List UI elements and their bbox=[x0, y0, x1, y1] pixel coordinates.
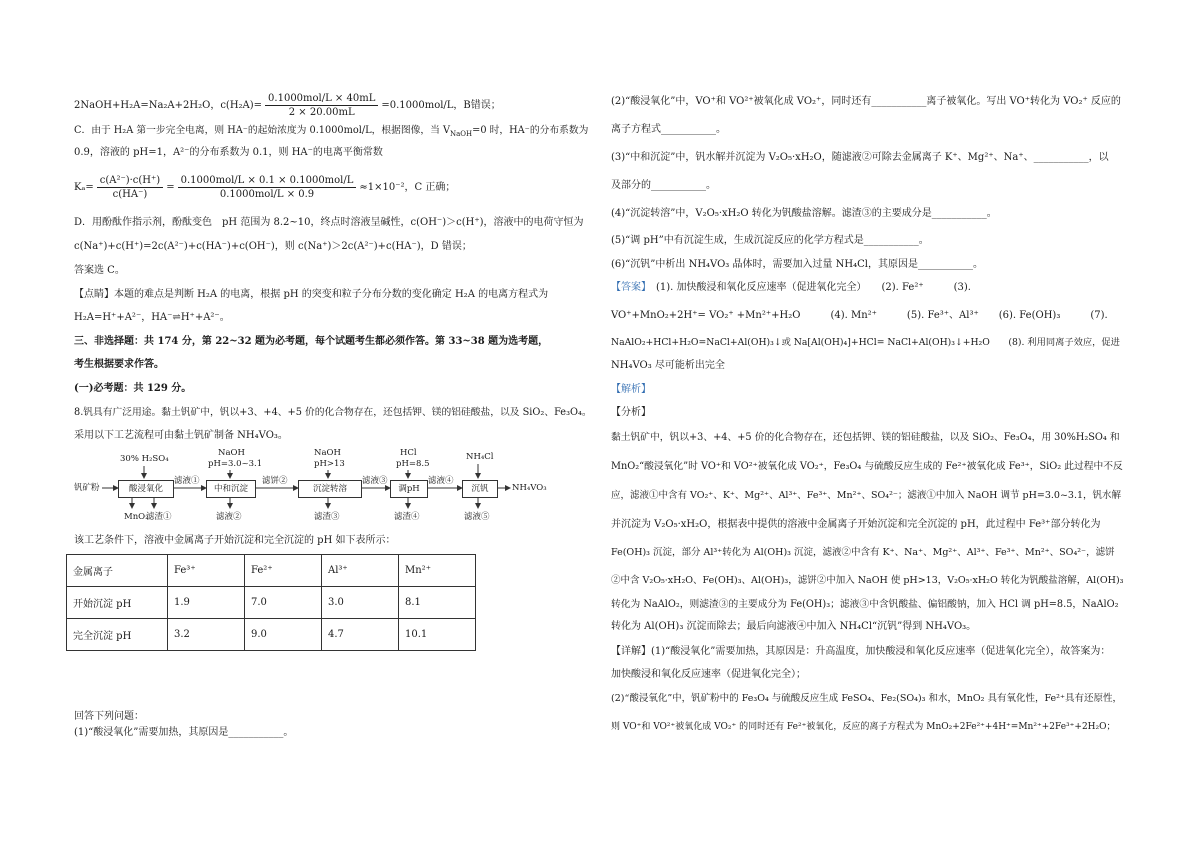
paragraph-line: 0.9，溶液的 pH=1，A²⁻的分布系数为 0.1，则 HA⁻的电离平衡常数 bbox=[74, 147, 383, 158]
table-header-row bbox=[67, 555, 476, 587]
paragraph-line: MnO₂“酸浸氧化”时 VO⁺和 VO²⁺被氧化成 VO₂⁺，Fe₃O₄ 与硫酸反应生成的 Fe²⁺被氧化成 Fe³⁺，SiO₂ 此过程中不反 bbox=[611, 461, 1123, 472]
ka-equation: Kₐ= $\frac{\text{c(A²⁻)·c(H⁺)}}{c(HA^-)}$ = $\frac{\text{0.1000mol/L × 0.1 × 0.1000mol/L}}{\text{0.1000mol/L × 0.9}}$ ≈1×10⁻²，C 正确； bbox=[74, 175, 456, 200]
flow-reagent: HCl bbox=[400, 448, 417, 458]
paragraph-line: (2)“酸浸氧化”中，钒矿粉中的 Fe₃O₄ 与硫酸反应生成 FeSO₄、Fe₂(SO₄)₃ 和水，MnO₂ 具有氧化性，Fe²⁺具有还原性， bbox=[611, 693, 1122, 704]
flow-stream-label: 滤液③ bbox=[362, 476, 388, 486]
flow-stream-label: 滤液④ bbox=[428, 476, 454, 486]
paragraph-line: NaAlO₂+HCl+H₂O=NaCl+Al(OH)₃↓或 Na[Al(OH)₄]+HCl= NaCl+Al(OH)₃↓+H₂O (8). 利用同离子效应，促进 bbox=[611, 337, 1120, 348]
text-segment: =0 时，HA⁻的分布系数为 bbox=[472, 125, 589, 136]
table-cell: 1.9 bbox=[168, 587, 245, 619]
flow-reagent: NaOH bbox=[314, 448, 341, 458]
table-cell: Fe²⁺ bbox=[245, 555, 322, 587]
flow-waste-label: 滤液⑤ bbox=[464, 512, 490, 522]
fraction bbox=[265, 92, 378, 119]
process-flowchart bbox=[74, 448, 596, 528]
paragraph-line: ②中含 V₂O₅·xH₂O、Fe(OH)₃、Al(OH)₃，滤饼②中加入 NaOH 使 pH>13，V₂O₅·xH₂O 转化为钒酸盐溶解，Al(OH)₃ bbox=[611, 575, 1124, 586]
table-cell: Fe³⁺ bbox=[168, 555, 245, 587]
table-cell: 7.0 bbox=[245, 587, 322, 619]
table-cell: 开始沉淀 pH bbox=[67, 587, 168, 619]
table-row bbox=[67, 587, 476, 619]
ph-table bbox=[66, 554, 476, 651]
paragraph-line: Fe(OH)₃ 沉淀，部分 Al³⁺转化为 Al(OH)₃ 沉淀，滤液②中含有 K⁺、Na⁺、Mg²⁺、Al³⁺、Fe³⁺、Mn²⁺、SO₄²⁻，滤饼 bbox=[611, 547, 1115, 558]
paragraph-line: (5)“调 pH”中有沉淀生成，生成沉淀反应的化学方程式是___________。 bbox=[611, 235, 929, 246]
section-title: 三、非选择题：共 174 分，第 22~32 题为必考题，每个试题考生都必须作答。第 33~38 题为选考题， bbox=[74, 336, 549, 347]
flow-condition: pH>13 bbox=[314, 459, 345, 469]
table-cell: 10.1 bbox=[399, 619, 476, 651]
flow-reagent: MnO₂ bbox=[124, 512, 149, 522]
table-cell: 3.2 bbox=[168, 619, 245, 651]
table-cell: 4.7 bbox=[322, 619, 399, 651]
question-line: 8.钒具有广泛用途。黏土钒矿中，钒以+3、+4、+5 价的化合物存在，还包括钾、镁的铝硅酸盐，以及 SiO₂、Fe₃O₄。 bbox=[74, 407, 592, 418]
flow-stream-label: 滤液① bbox=[174, 476, 200, 486]
table-cell: 8.1 bbox=[399, 587, 476, 619]
text-segment: =0.1000mol/L，B错误； bbox=[381, 100, 501, 111]
fraction-denominator: 2 × 20.00mL bbox=[288, 107, 355, 118]
paragraph-line: 黏土钒矿中，钒以+3、+4、+5 价的化合物存在，还包括钾、镁的铝硅酸盐，以及 SiO₂、Fe₃O₄，用 30%H₂SO₄ 和 bbox=[611, 432, 1120, 443]
answer-line bbox=[611, 281, 971, 295]
text-segment: Kₐ= bbox=[74, 182, 94, 193]
table-row bbox=[67, 619, 476, 651]
paragraph-line: 应，滤液①中含有 VO₂⁺、K⁺、Mg²⁺、Al³⁺、Fe³⁺、Mn²⁺、SO₄²⁻；滤液①中加入 NaOH 调节 pH=3.0~3.1，钒水解 bbox=[611, 490, 1122, 501]
equation-line-h2a bbox=[74, 92, 501, 119]
paragraph-line: (2)“酸浸氧化”中，VO⁺和 VO²⁺被氧化成 VO₂⁺，同时还有___________离子被氧化。写出 VO⁺转化为 VO₂⁺ 反应的 bbox=[611, 96, 1121, 107]
flow-box-acid-leach: 酸浸氧化 bbox=[118, 480, 174, 498]
analysis-tag: 【解析】 bbox=[611, 384, 651, 395]
fraction-denominator: c(HA⁻) bbox=[112, 189, 148, 200]
paragraph-line: 答案选 C。 bbox=[74, 265, 125, 276]
fraction-numerator: 0.1000mol/L × 40mL bbox=[265, 92, 378, 106]
subsection-title: (一)必考题：共 129 分。 bbox=[74, 383, 192, 394]
paragraph-line: VO⁺+MnO₂+2H⁺= VO₂⁺ +Mn²⁺+H₂O (4). Mn²⁺ (5). Fe³⁺、Al³⁺ (6). Fe(OH)₃ (7). bbox=[611, 310, 1108, 321]
paragraph-line: 及部分的___________。 bbox=[611, 180, 716, 191]
answer-tag: 【答案】 bbox=[611, 282, 646, 293]
table-cell: Mn²⁺ bbox=[399, 555, 476, 587]
analysis-heading: 【分析】 bbox=[611, 407, 651, 418]
paragraph-line: 转化为 Al(OH)₃ 沉淀而除去；最后向滤液④中加入 NH₄Cl“沉钒”得到 NH₄VO₃。 bbox=[611, 621, 977, 632]
text-segment: (1). 加快酸浸和氧化反应速率（促进氧化完全） (2). Fe²⁺ (3). bbox=[656, 282, 971, 293]
flow-reagent: NH₄Cl bbox=[466, 452, 494, 462]
fraction bbox=[178, 174, 357, 201]
table-cell: 完全沉淀 pH bbox=[67, 619, 168, 651]
flow-condition: pH=3.0~3.1 bbox=[208, 459, 263, 469]
flow-start-label: 钒矿粉 bbox=[74, 483, 100, 493]
flow-waste-label: 滤液② bbox=[216, 512, 242, 522]
paragraph-line: H₂A=H⁺+A²⁻，HA⁻⇌H⁺+A²⁻。 bbox=[74, 312, 230, 323]
question-line: (1)“酸浸氧化”需要加热，其原因是___________。 bbox=[74, 727, 294, 738]
flow-end-label: NH₄VO₃ bbox=[512, 483, 547, 493]
paragraph-line: (4)“沉淀转溶”中，V₂O₅·xH₂O 转化为钒酸盐溶解。滤渣③的主要成分是___________。 bbox=[611, 208, 997, 219]
fraction-numerator: c(A²⁻)·c(H⁺) bbox=[97, 174, 164, 188]
paragraph-line: 离子方程式___________。 bbox=[611, 124, 726, 135]
flow-stream-label: 滤饼② bbox=[262, 476, 288, 486]
table-cell: Al³⁺ bbox=[322, 555, 399, 587]
flow-condition: pH=8.5 bbox=[396, 459, 430, 469]
flow-waste-label: 滤渣③ bbox=[314, 512, 340, 522]
flow-box-neutralize: 中和沉淀 bbox=[206, 480, 256, 498]
flow-reagent: 30% H₂SO₄ bbox=[120, 454, 169, 464]
table-cell: 9.0 bbox=[245, 619, 322, 651]
table-cell: 3.0 bbox=[322, 587, 399, 619]
flow-box-redissolve: 沉淀转溶 bbox=[298, 480, 362, 498]
paragraph-line: D．用酚酞作指示剂，酚酞变色 pH 范围为 8.2~10，终点时溶液呈碱性，c(OH⁻)＞c(H⁺)，溶液中的电荷守恒为 bbox=[74, 217, 584, 228]
table-cell: 金属离子 bbox=[67, 555, 168, 587]
paragraph-line: (6)“沉钒”中析出 NH₄VO₃ 晶体时，需要加入过量 NH₄Cl，其原因是___________。 bbox=[611, 259, 983, 270]
text-segment: 2NaOH+H₂A=Na₂A+2H₂O，c(H₂A)= bbox=[74, 100, 263, 111]
flow-waste-label: 滤渣① bbox=[146, 512, 172, 522]
paragraph-line: 加快酸浸和氧化反应速率（促进氧化完全）； bbox=[611, 669, 806, 680]
paragraph-line: 并沉淀为 V₂O₅·xH₂O，根据表中提供的溶液中金属离子开始沉淀和完全沉淀的 pH，此过程中 Fe³⁺部分转化为 bbox=[611, 519, 1101, 530]
subscript: NaOH bbox=[450, 129, 473, 138]
section-title: 考生根据要求作答。 bbox=[74, 359, 164, 370]
fraction bbox=[97, 174, 164, 201]
table-intro: 该工艺条件下，溶液中金属离子开始沉淀和完全沉淀的 pH 如下表所示： bbox=[74, 535, 396, 546]
flow-box-precipitate-v: 沉钒 bbox=[462, 480, 498, 498]
fraction-denominator: 0.1000mol/L × 0.9 bbox=[219, 189, 315, 200]
question-line: 采用以下工艺流程可由黏土钒矿制备 NH₄VO₃。 bbox=[74, 430, 288, 441]
paragraph-line: 回答下列问题： bbox=[74, 711, 144, 722]
text-segment: C．由于 H₂A 第一步完全电离，则 HA⁻的起始浓度为 0.1000mol/L，根据图像，当 V bbox=[74, 125, 450, 136]
paragraph-line: c(Na⁺)+c(H⁺)=2c(A²⁻)+c(HA⁻)+c(OH⁻)，则 c(Na⁺)＞2c(A²⁻)+c(HA⁻)，D 错误； bbox=[74, 241, 472, 252]
flow-box-adjust-ph: 调pH bbox=[390, 480, 428, 498]
flow-waste-label: 滤渣④ bbox=[394, 512, 420, 522]
paragraph-line: 转化为 NaAlO₂，则滤渣③的主要成分为 Fe(OH)₃；滤液③中含钒酸盐、偏铝酸钠，加入 HCl 调 pH=8.5，NaAlO₂ bbox=[611, 599, 1119, 610]
text-segment: ≈1×10⁻²，C 正确； bbox=[359, 182, 456, 193]
paragraph-line: 【点睛】本题的难点是判断 H₂A 的电离，根据 pH 的突变和粒子分布分数的变化确定 H₂A 的电离方程式为 bbox=[74, 289, 549, 300]
flow-reagent: NaOH bbox=[218, 448, 245, 458]
paragraph-line: 【详解】(1)“酸浸氧化”需要加热，其原因是：升高温度，加快酸浸和氧化反应速率（促进氧化完全），故答案为： bbox=[611, 646, 1111, 657]
paragraph-line: 则 VO⁺和 VO²⁺被氧化成 VO₂⁺ 的同时还有 Fe²⁺被氧化，反应的离子方程式为 MnO₂+2Fe²⁺+4H⁺=Mn²⁺+2Fe³⁺+2H₂O； bbox=[611, 722, 1116, 732]
paragraph-line: NH₄VO₃ 尽可能析出完全 bbox=[611, 360, 725, 371]
paragraph-line bbox=[74, 124, 588, 141]
paragraph-line: (3)“中和沉淀”中，钒水解并沉淀为 V₂O₅·xH₂O，随滤液②可除去金属离子 K⁺、Mg²⁺、Na⁺、___________，以 bbox=[611, 152, 1109, 163]
fraction-numerator: 0.1000mol/L × 0.1 × 0.1000mol/L bbox=[178, 174, 357, 188]
